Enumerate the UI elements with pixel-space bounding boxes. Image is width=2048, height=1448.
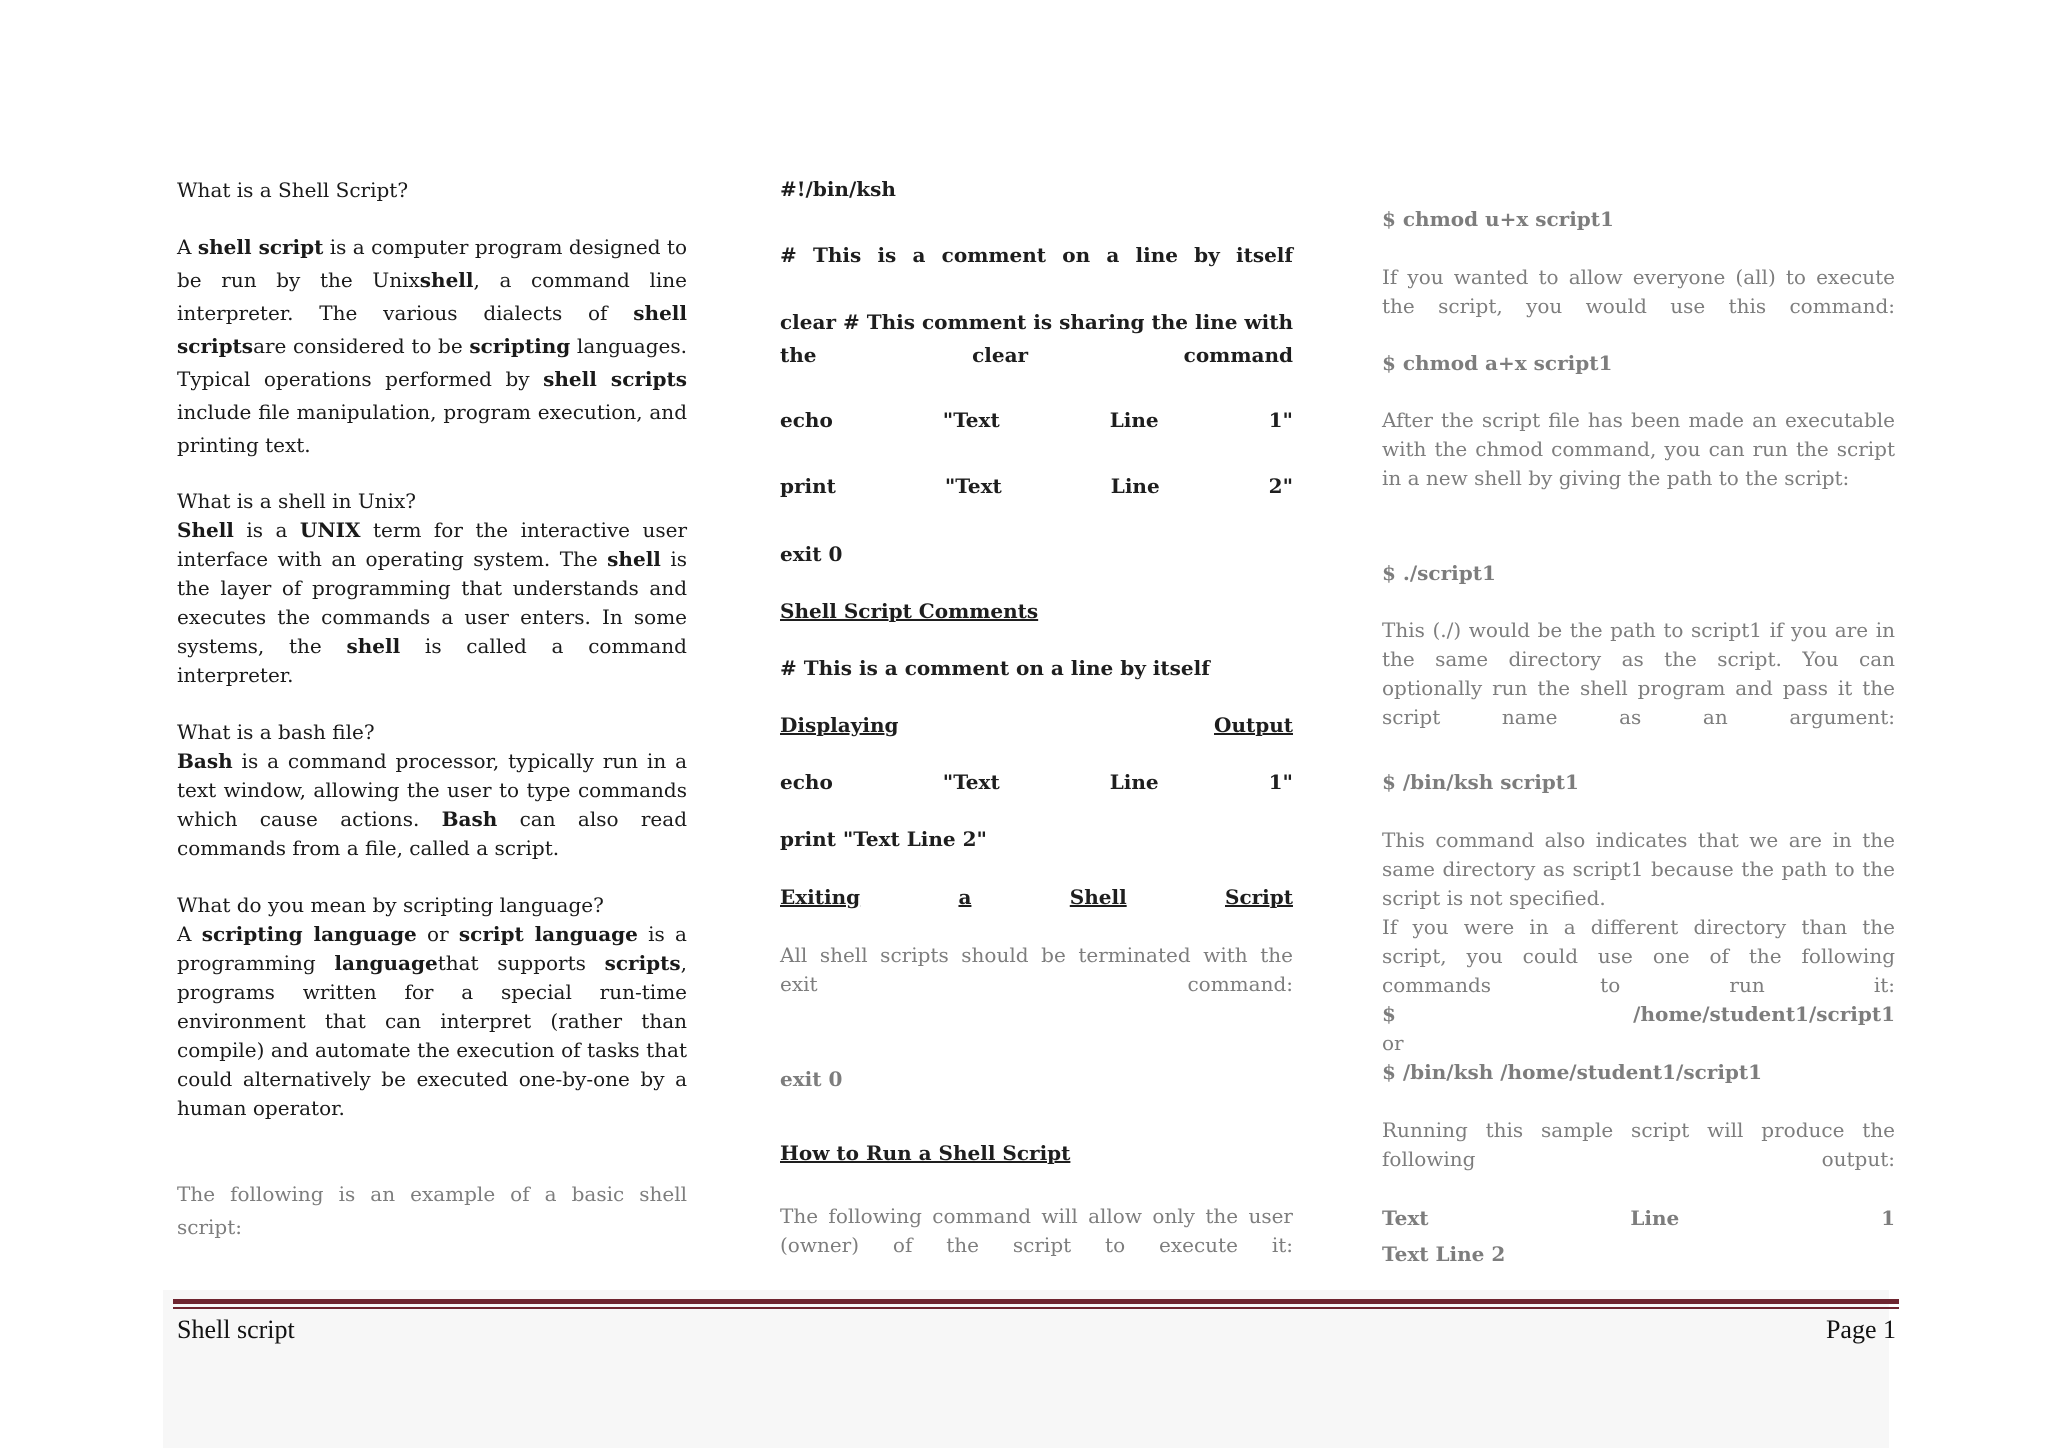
paragraph-run-permission: The following command will allow only the user (owner) of the script to execute it: [780, 1204, 1293, 1257]
heading-scripting-language: What do you mean by scripting language? [177, 893, 604, 917]
code-ksh-absolute-path: $ /bin/ksh /home/student1/script1 [1382, 1060, 1763, 1084]
code-absolute-path: $ /home/student1/script1 [1382, 1002, 1895, 1026]
footer-title: Shell script [177, 1315, 295, 1344]
paragraph-allow-everyone: If you wanted to allow everyone (all) to execute the script, you would use this command: [1382, 265, 1895, 318]
code-clear-line: clear # This comment is sharing the line with the clear command [780, 310, 1293, 367]
paragraph-exit-command: All shell scripts should be terminated with the exit command: [780, 943, 1293, 996]
paragraph-different-directory: If you were in a different directory than the script, you could use one of the following commands to run it: [1382, 915, 1895, 997]
heading-bash-file: What is a bash file? [177, 720, 375, 744]
page-number: Page 1 [1825, 1315, 1896, 1344]
text-or: or [1382, 1031, 1404, 1055]
code-ksh-script: $ /bin/ksh script1 [1382, 770, 1579, 794]
paragraph-sample-output: Running this sample script will produce the following output: [1382, 1118, 1895, 1171]
code-echo-example: echo "Text Line 1" [780, 770, 1293, 794]
footer-rule-thick [173, 1299, 1899, 1304]
paragraph-shell-in-unix: Shell is a UNIX term for the interactive user interface with an operating system. The shell is the layer of programming that understands and executes the commands a user enters. In some systems, the shell is called a command interpreter. [177, 518, 688, 687]
heading-what-is-shell-script: What is a Shell Script? [177, 178, 409, 202]
paragraph-bash-file: Bash is a command processor, typically run in a text window, allowing the user to type commands which cause actions. Bash can also read commands from a file, called a script. [177, 749, 687, 860]
heading-displaying-output: Displaying Output [780, 713, 1293, 737]
code-chmod-all: $ chmod a+x script1 [1382, 351, 1613, 375]
code-comment-example: # This is a comment on a line by itself [780, 656, 1210, 680]
heading-exiting-shell-script: Exiting a Shell Script [780, 885, 1293, 909]
code-exit-example: exit 0 [780, 1067, 843, 1091]
code-shebang: #!/bin/ksh [780, 177, 896, 201]
paragraph-scripting-language: A scripting language or script language is a programming languagethat supports scripts, programs written for a special run-time environment that can interpret (rather than compile) and automate the execution of tasks that could alternatively be executed one-by-one by a human operator. [177, 922, 688, 1120]
heading-how-to-run: How to Run a Shell Script [780, 1141, 1071, 1165]
code-exit-line: exit 0 [780, 542, 843, 566]
footer-rule-thin [173, 1307, 1899, 1309]
code-run-local: $ ./script1 [1382, 561, 1496, 585]
code-comment-line: # This is a comment on a line by itself [780, 243, 1293, 267]
paragraph-shell-script-definition: A shell script is a computer program designed to be run by the Unixshell, a command line interpreter. The various dialects of shell scriptsare considered to be scripting languages. Typical operations performed by shell scripts include file manipulation, program execution, and printing text. [177, 235, 687, 457]
paragraph-same-directory: This command also indicates that we are in the same directory as script1 because the path to the script is not specified. [1382, 828, 1895, 910]
code-echo-line: echo "Text Line 1" [780, 408, 1293, 432]
code-print-line: print "Text Line 2" [780, 474, 1293, 498]
footer-band [163, 1290, 1889, 1448]
heading-shell-in-unix: What is a shell in Unix? [177, 489, 416, 513]
output-line-2: Text Line 2 [1382, 1242, 1506, 1266]
output-line-1: Text Line 1 [1382, 1206, 1895, 1230]
paragraph-path-explanation: This (./) would be the path to script1 if you are in the same directory as the script. You can optionally run the shell program and pass it the script name as an argument: [1382, 618, 1895, 729]
code-print-example: print "Text Line 2" [780, 827, 987, 851]
code-chmod-user: $ chmod u+x script1 [1382, 207, 1614, 231]
paragraph-run-in-new-shell: After the script file has been made an executable with the chmod command, you can run the script in a new shell by giving the path to the script: [1382, 408, 1895, 490]
heading-shell-script-comments: Shell Script Comments [780, 599, 1039, 623]
paragraph-basic-example-intro: The following is an example of a basic shell script: [177, 1182, 687, 1239]
